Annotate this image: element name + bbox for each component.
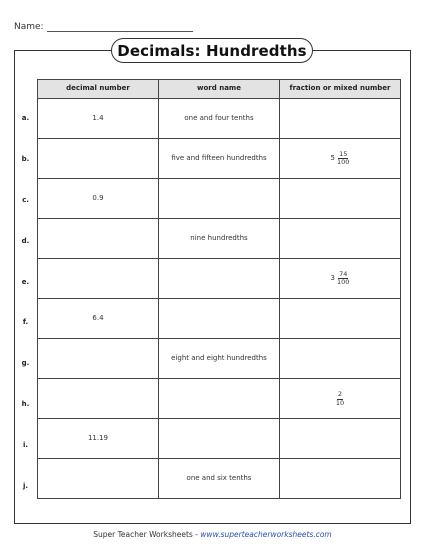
decimal-cell[interactable]: 6.4	[38, 299, 159, 339]
word-name-cell[interactable]	[159, 299, 280, 339]
word-name-cell[interactable]	[159, 259, 280, 299]
footer-url[interactable]: www.superteacherworksheets.com	[200, 530, 332, 539]
decimal-cell[interactable]	[38, 139, 159, 179]
decimal-cell[interactable]: 0.9	[38, 179, 159, 219]
numerator: 15	[339, 149, 348, 158]
word-name-cell[interactable]: five and fifteen hundredths	[159, 139, 280, 179]
fraction-cell[interactable]	[280, 219, 401, 259]
fraction-cell[interactable]	[280, 459, 401, 499]
row-label: e.	[21, 277, 30, 286]
denominator: 100	[337, 158, 350, 166]
numerator: 2	[337, 390, 343, 399]
fraction-cell[interactable]	[280, 259, 401, 299]
decimal-cell[interactable]: 11.19	[38, 419, 159, 459]
table-row	[38, 379, 401, 419]
decimal-cell[interactable]	[38, 459, 159, 499]
name-blank-line[interactable]	[47, 22, 193, 32]
whole-number: 3	[330, 273, 336, 282]
table-row	[38, 139, 401, 179]
fraction-cell[interactable]	[280, 299, 401, 339]
table-row	[38, 339, 401, 379]
fraction-cell[interactable]	[280, 139, 401, 179]
word-name-cell[interactable]	[159, 179, 280, 219]
denominator: 100	[337, 278, 350, 286]
table-row	[38, 259, 401, 299]
row-label: j.	[22, 481, 29, 490]
table-row	[38, 179, 401, 219]
word-name-cell[interactable]	[159, 379, 280, 419]
word-name-cell[interactable]: one and four tenths	[159, 99, 280, 139]
decimal-cell[interactable]: 1.4	[38, 99, 159, 139]
mixed-number	[331, 271, 350, 286]
mixed-number	[331, 151, 350, 166]
decimal-cell[interactable]	[38, 339, 159, 379]
row-label: b.	[21, 155, 30, 164]
word-name-cell[interactable]: eight and eight hundredths	[159, 339, 280, 379]
table-row	[38, 99, 401, 139]
word-name-cell[interactable]	[159, 419, 280, 459]
name-field[interactable]	[14, 22, 193, 32]
column-header-fraction: fraction or mixed number	[280, 80, 401, 99]
fraction	[337, 151, 349, 166]
whole-number: 5	[330, 153, 336, 162]
column-header-word: word name	[159, 80, 280, 99]
fraction	[337, 271, 349, 286]
column-header-decimal: decimal number	[38, 80, 159, 99]
decimal-cell[interactable]	[38, 259, 159, 299]
row-label: h.	[21, 399, 30, 408]
row-labels	[14, 98, 37, 506]
numerator: 74	[339, 269, 348, 278]
denominator: 10	[335, 398, 345, 407]
footer	[0, 530, 425, 539]
row-label: i.	[22, 440, 29, 449]
worksheet-table	[37, 79, 401, 499]
mixed-number	[336, 391, 344, 406]
word-name-cell[interactable]: one and six tenths	[159, 459, 280, 499]
row-label: c.	[22, 195, 29, 204]
decimal-cell[interactable]	[38, 379, 159, 419]
footer-brand: Super Teacher Worksheets -	[93, 530, 201, 539]
word-name-cell[interactable]: nine hundredths	[159, 219, 280, 259]
row-label: d.	[21, 236, 30, 245]
name-label: Name:	[14, 22, 44, 32]
decimal-cell[interactable]	[38, 219, 159, 259]
fraction-cell[interactable]	[280, 379, 401, 419]
table-header-row	[38, 80, 401, 99]
row-label: a.	[21, 114, 30, 123]
row-label: g.	[21, 359, 30, 368]
fraction-cell[interactable]	[280, 179, 401, 219]
fraction-cell[interactable]	[280, 99, 401, 139]
fraction	[336, 391, 344, 406]
worksheet-title: Decimals: Hundredths	[111, 38, 313, 63]
row-label: f.	[22, 318, 29, 327]
table-row	[38, 419, 401, 459]
table-row	[38, 459, 401, 499]
table-row	[38, 219, 401, 259]
fraction-cell[interactable]	[280, 339, 401, 379]
table-row	[38, 299, 401, 339]
fraction-cell[interactable]	[280, 419, 401, 459]
